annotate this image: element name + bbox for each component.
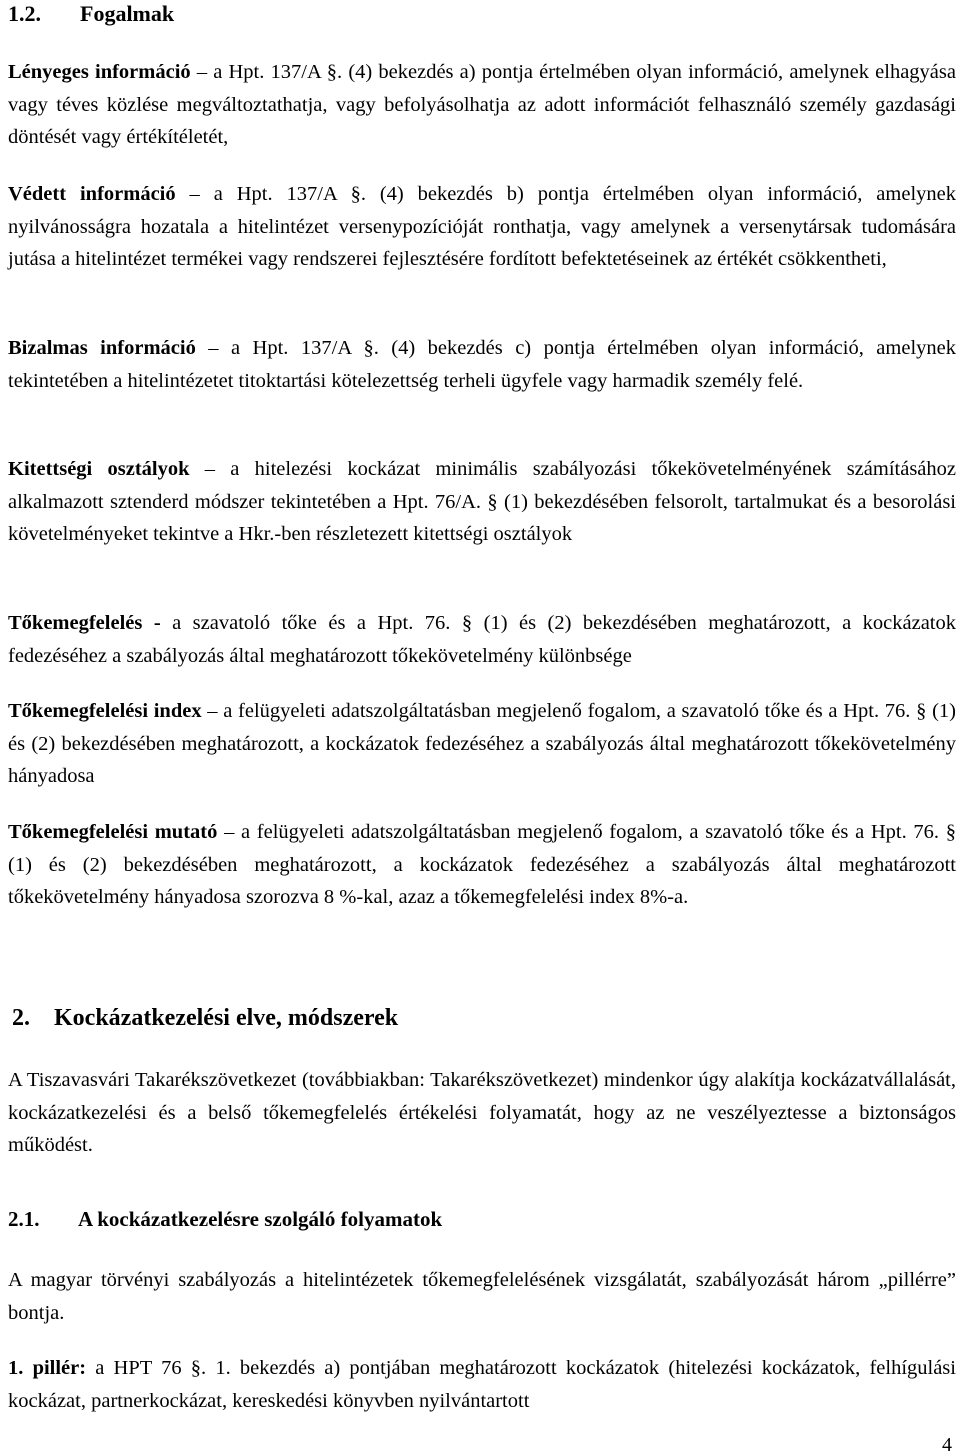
- definition-term: Lényeges információ: [8, 61, 191, 83]
- definition-term: Tőkemegfelelés -: [8, 612, 161, 634]
- definition-term: Tőkemegfelelési index: [8, 700, 202, 722]
- paragraph-pillar-1: [8, 1352, 956, 1417]
- definition-text: – a felügyeleti adatszolgáltatásban megjelenő fogalom, a szavatoló tőke és a Hpt. 76. § (1) és (2) bekezdésében meghatározott, a kockázatok fedezéséhez a szabályozás által meghatározott tőkekövetelmény hányadosa: [8, 700, 956, 787]
- paragraph-text: A Tiszavasvári Takarékszövetkezet (továbbiakban: Takarékszövetkezet) mindenkor úgy alakítja kockázatvállalását, kockázatkezelési és a belső tőkemegfelelés értékelési folyamatát, hogy az ne veszélyeztesse a biztonságos működést.: [8, 1069, 956, 1156]
- page-number: 4: [942, 1434, 952, 1456]
- section-title: A kockázatkezelésre szolgáló folyamatok: [78, 1207, 443, 1231]
- section-heading-1-2: [8, 0, 174, 28]
- section-title: Fogalmak: [80, 1, 175, 26]
- section-heading-2-1: [8, 1203, 442, 1235]
- definition-text: – a felügyeleti adatszolgáltatásban megjelenő fogalom, a szavatoló tőke és a Hpt. 76. § (1) és (2) bekezdésében meghatározott, a kockázatok fedezéséhez a szabályozás által meghatározott tőkekövetelmény hányadosa szorozva 8 %-kal, azaz a tőkemegfelelési index 8%-a.: [8, 821, 956, 908]
- definition-kitettsegi: [8, 453, 956, 551]
- section-number: 2.1.: [8, 1207, 40, 1231]
- definition-tokemegfelelesi-index: [8, 695, 956, 793]
- definition-tokemegfelelesi-mutato: [8, 816, 956, 914]
- definition-text: – a Hpt. 137/A §. (4) bekezdés a) pontja értelmében olyan információ, amelynek elhagyása vagy téves közlése megváltoztathatja, vagy befolyásolhatja az adott információt felhasználó személy gazdasági döntését vagy értékítéletét,: [8, 61, 956, 148]
- definition-term: Védett információ: [8, 183, 176, 205]
- section-title: Kockázatkezelési elve, módszerek: [54, 1005, 399, 1031]
- definition-tokemegfeleles: [8, 607, 956, 672]
- paragraph-text: A magyar törvényi szabályozás a hitelintézetek tőkemegfelelésének vizsgálatát, szabályozását három „pillérre” bontja.: [8, 1269, 956, 1324]
- section-number: 1.2.: [8, 1, 41, 26]
- definition-bizalmas: [8, 332, 956, 397]
- definition-term: Tőkemegfelelési mutató: [8, 821, 218, 843]
- definition-text: – a hitelezési kockázat minimális szabályozási tőkekövetelményének számításához alkalmazott sztenderd módszer tekintetében a Hpt. 76/A. § (1) bekezdésében felsorolt, tartalmukat és a besorolási követelményeket tekintve a Hkr.-ben részletezett kitettségi osztályok: [8, 458, 956, 545]
- section-number: 2.: [12, 1005, 30, 1031]
- paragraph-pillerek: [8, 1264, 956, 1329]
- definition-vedett: [8, 178, 956, 276]
- definition-text: – a Hpt. 137/A §. (4) bekezdés c) pontja értelmében olyan információ, amelynek tekintetében a hitelintézetet titoktartási kötelezettség terheli ügyfele vagy harmadik személy felé.: [8, 337, 956, 392]
- definition-term: Bizalmas információ: [8, 337, 196, 359]
- definition-text: a szavatoló tőke és a Hpt. 76. § (1) és (2) bekezdésében meghatározott, a kockázatok fedezéséhez a szabályozás által meghatározott tőkekövetelmény különbsége: [8, 612, 956, 667]
- paragraph-kockazatkezelesi-elv: [8, 1064, 956, 1162]
- pillar-term: 1. pillér:: [8, 1357, 87, 1379]
- pillar-text: a HPT 76 §. 1. bekezdés a) pontjában meghatározott kockázatok (hitelezési kockázatok, felhígulási kockázat, partnerkockázat, kereskedési könyvben nyilvántartott: [8, 1357, 956, 1412]
- section-heading-2: [8, 1001, 398, 1035]
- definition-lenyeges: [8, 56, 956, 154]
- definition-text: – a Hpt. 137/A §. (4) bekezdés b) pontja értelmében olyan információ, amelynek nyilvánosságra hozatala a hitelintézet versenypozícióját ronthatja, vagy amelynek a versenytársak tudomására jutása a hitelintézet termékei vagy rendszerei fejlesztésére fordított befektetéseinek az értékét csökkentheti,: [8, 183, 956, 270]
- definition-term: Kitettségi osztályok: [8, 458, 190, 480]
